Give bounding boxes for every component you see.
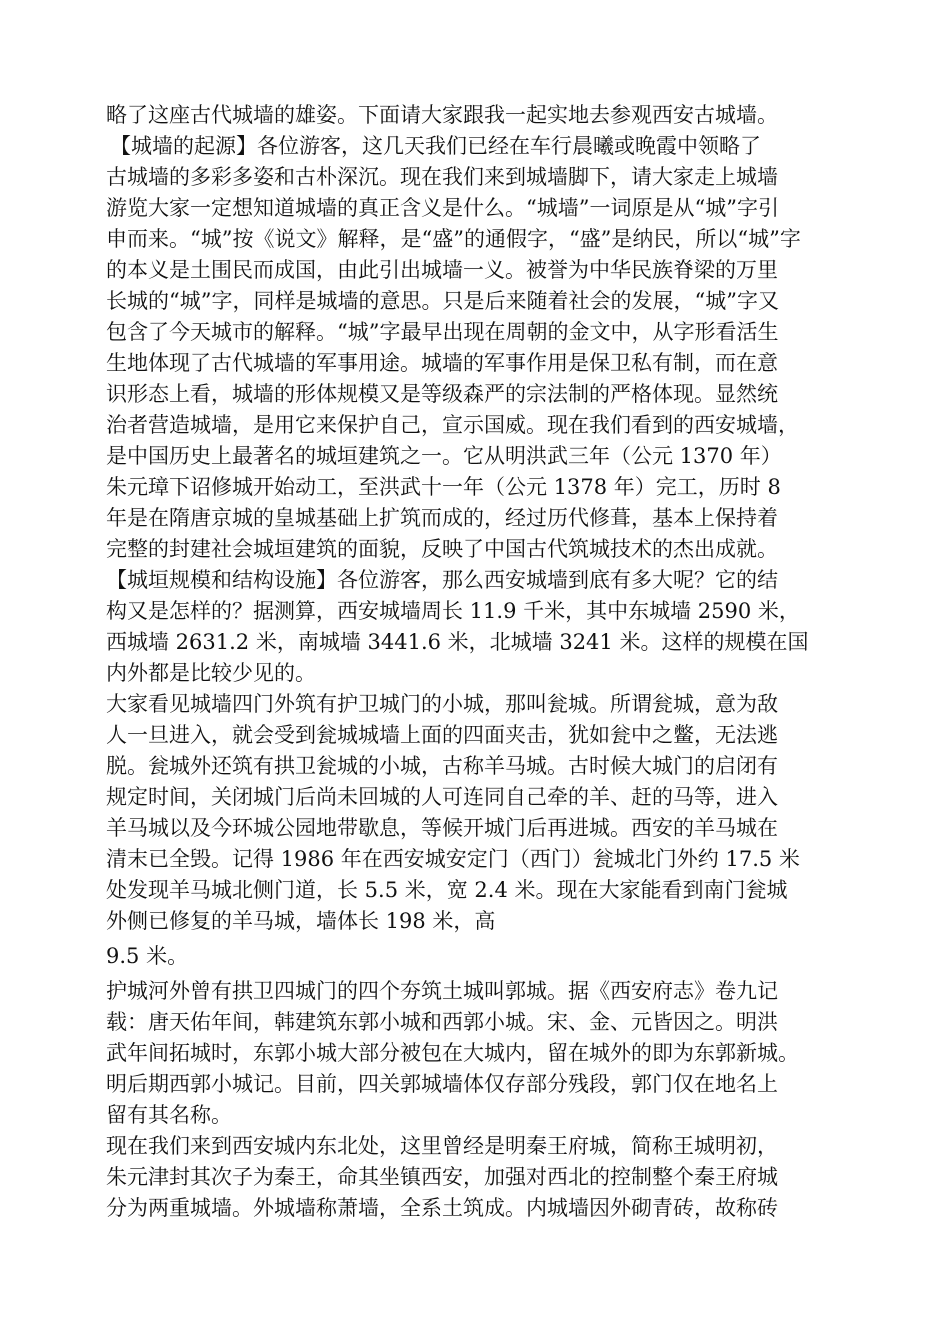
text-line: 略了这座古代城墙的雄姿。下面请大家跟我一起实地去参观西安古城墙。 [106, 103, 778, 127]
text-line: 朱元津封其次子为秦王，命其坐镇西安，加强对西北的控制整个秦王府城 [106, 1165, 778, 1189]
text-line: 游览大家一定想知道城墙的真正含义是什么。“城墙”一词原是从“城”字引 [106, 196, 779, 220]
text-line: 载：唐天佑年间，韩建筑东郭小城和西郭小城。宋、金、元皆因之。明洪 [106, 1010, 778, 1034]
text-line: 构又是怎样的？据测算，西安城墙周长 11.9 千米，其中东城墙 2590 米， [106, 599, 800, 623]
text-line: 大家看见城墙四门外筑有护卫城门的小城，那叫瓮城。所谓瓮城，意为敌 [106, 692, 778, 716]
text-line: 完整的封建社会城垣建筑的面貌，反映了中国古代筑城技术的杰出成就。 [106, 537, 778, 561]
text-line: 9.5 米。 [106, 944, 189, 968]
text-line: 包含了今天城市的解释。“城”字最早出现在周朝的金文中，从字形看活生 [106, 320, 779, 344]
text-line: 武年间拓城时，东郭小城大部分被包在大城内，留在城外的即为东郭新城。 [106, 1041, 799, 1065]
text-line: 治者营造城墙，是用它来保护自己，宣示国威。现在我们看到的西安城墙， [106, 413, 799, 437]
text-line: 内外都是比较少见的。 [106, 661, 316, 685]
text-line: 规定时间，关闭城门后尚未回城的人可连同自己牵的羊、赶的马等，进入 [106, 785, 778, 809]
text-line: 现在我们来到西安城内东北处，这里曾经是明秦王府城，简称王城明初， [106, 1134, 778, 1158]
text-line: 羊马城以及今环城公园地带歇息，等候开城门后再进城。西安的羊马城在 [106, 816, 778, 840]
text-line: 留有其名称。 [106, 1103, 232, 1127]
text-line: 【城垣规模和结构设施】各位游客，那么西安城墙到底有多大呢？它的结 [106, 568, 778, 592]
text-line: 护城河外曾有拱卫四城门的四个夯筑土城叫郭城。据《西安府志》卷九记 [106, 979, 778, 1003]
text-line: 分为两重城墙。外城墙称萧墙，全系土筑成。内城墙因外砌青砖，故称砖 [106, 1196, 778, 1220]
text-line: 生地体现了古代城墙的军事用途。城墙的军事作用是保卫私有制，而在意 [106, 351, 778, 375]
text-line: 处发现羊马城北侧门道，长 5.5 米，宽 2.4 米。现在大家能看到南门瓮城 [106, 878, 788, 902]
text-line: 脱。瓮城外还筑有拱卫瓮城的小城，古称羊马城。古时候大城门的启闭有 [106, 754, 778, 778]
text-line: 的本义是土围民而成国，由此引出城墙一义。被誉为中华民族脊梁的万里 [106, 258, 778, 282]
text-line: 清末已全毁。记得 1986 年在西安城安定门（西门）瓮城北门外约 17.5 米 [106, 847, 800, 871]
text-line: 识形态上看，城墙的形体规模又是等级森严的宗法制的严格体现。显然统 [106, 382, 778, 406]
text-line: 年是在隋唐京城的皇城基础上扩筑而成的，经过历代修葺，基本上保持着 [106, 506, 778, 530]
text-line: 【城墙的起源】各位游客，这几天我们已经在车行晨曦或晚霞中领略了 [110, 134, 761, 158]
text-line: 外侧已修复的羊马城，墙体长 198 米，高 [106, 909, 496, 933]
text-line: 长城的“城”字，同样是城墙的意思。只是后来随着社会的发展，“城”字又 [106, 289, 779, 313]
text-line: 是中国历史上最著名的城垣建筑之一。它从明洪武三年（公元 1370 年） [106, 444, 782, 468]
text-line: 朱元璋下诏修城开始动工，至洪武十一年（公元 1378 年）完工，历时 8 [106, 475, 781, 499]
text-line: 明后期西郭小城记。目前，四关郭城墙体仅存部分残段，郭门仅在地名上 [106, 1072, 778, 1096]
text-line: 西城墙 2631.2 米，南城墙 3441.6 米，北城墙 3241 米。这样的规模在国 [106, 630, 809, 654]
text-line: 人一旦进入，就会受到瓮城城墙上面的四面夹击，犹如瓮中之鳖，无法逃 [106, 723, 778, 747]
text-line: 古城墙的多彩多姿和古朴深沉。现在我们来到城墙脚下，请大家走上城墙 [106, 165, 778, 189]
text-line: 申而来。“城”按《说文》解释，是“盛”的通假字，“盛”是纳民，所以“城”字 [106, 227, 801, 251]
